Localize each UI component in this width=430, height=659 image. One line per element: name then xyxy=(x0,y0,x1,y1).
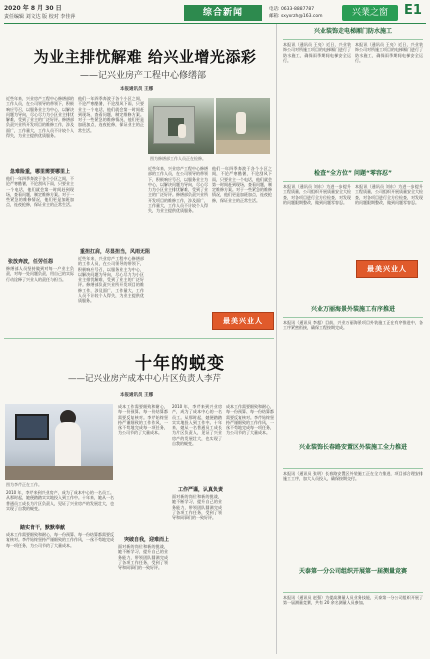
article1-body1: 近些年来，兴业房产工程中心修缮部的工作人员，在公司领导的带领下，积极响应号召，以服务业主为中心，以解决问题为导向，尽心尽力为小区业主排忧解难，受到了业主的广泛好评。修缮部负责兴业所开发项目的维修工作，涉及面广，工作量大，工作人员不计较个人得失，为业主提供优质服务。 xyxy=(6,96,74,139)
article2-body-col4: 成本工作需要细致和耐心，每一份预算、每一份结算都需要反复核对。李芹始终坚持严谨细致的工作作风，一丝不苟地完成每一项任务，为公司节约了大量成本。 xyxy=(226,404,274,436)
section-title: 综合新闻 xyxy=(184,5,262,21)
article2-body2: 成本工作需要细致和耐心，每一份预算、每一份结算都需要反复核对。李芹始终坚持严谨细致的工作作风，一丝不苟地完成每一项任务，为公司节约了大量成本。 xyxy=(6,532,114,548)
article1-photo-left xyxy=(148,98,214,154)
article1-sub3: 重担扛肩，尽显担当，风雨无阻 xyxy=(80,249,151,255)
article2-body-col2: 成本工作需要细致和耐心，每一份预算、每一份结算都需要反复核对。李芹始终坚持严谨细致的工作作风，一丝不苟地完成每一项任务，为公司节约了大量成本。 xyxy=(118,404,168,436)
article2-caption: 图为李芹正在工作。 xyxy=(6,482,42,487)
article1-sub1: 急难险重，哪里需要哪里上 xyxy=(10,169,71,175)
article1-body-col3: 近些年来，兴业房产工程中心修缮部的工作人员，在公司领导的带领下，积极响应号召，以服务业主为中心，以解决问题为导向，尽心尽力为小区业主排忧解难，受到了业主的广泛好评。修缮部负责兴业所开发项目的维修工作，涉及面广，工作量大，工作人员不计较个人得失，为业主提供优质服务。 xyxy=(148,166,208,214)
article1-body-col4: 他们一年四季奔波于各个小区之间，不论严寒酷暑，不论刮风下雨，只要业主一个电话，他们就会第一时间赶到现场，查看问题，制定维修方案。对于一些紧急的维修情况，他们更是加班加点，连夜抢修，保证业主的正常生活。 xyxy=(212,166,272,203)
email: 邮箱: sxyxrzh@163.com xyxy=(269,14,323,19)
right-body-3: 本报讯（通讯员 李超）目前，兴业万丽海景项目外装施工正在有序推进中，各工序紧密衔接，确保工程按期完成。 xyxy=(283,320,423,331)
article1-title: 为业主排忧解难 给兴业增光添彩 xyxy=(33,48,257,66)
article2-body-col3: 2010 年，李芹来到兴业房产，成为了成本中心的一名员工。从那时起，她便踏踏实实地投入到工作中。十年来，她从一名普通员工成长为片区负责人，见证了兴业房产的发展壮大，也实现了自我的蜕变。 xyxy=(172,404,222,447)
article2-subtitle: ——记兴业房产成本中心片区负责人李芹 xyxy=(68,374,222,384)
banner-best-people-1: 最美兴业人 xyxy=(212,312,274,330)
article2-title: 十年的蜕变 xyxy=(135,354,225,374)
editor-line: 责任编辑 刘文达 版 校对 李佳萍 xyxy=(4,14,76,20)
right-title-4: 兴业装饰长春路安置区外装施工全力推进 xyxy=(298,444,407,451)
right-body-1b: 本报讯（通讯员 王亮）近日，兴业装饰公司对所施工项目的电梯厢门进行了防水施工，确保雨季期间电梯安全运行。 xyxy=(355,42,423,63)
article2-sub1: 踏实肯干，默默奉献 xyxy=(20,525,66,531)
article2-body-col2b: 面对新的岗位和新的挑战，她不断学习，提升自己的业务能力，带领团队圆满完成了各项工作任务，受到了领导和同事们的一致好评。 xyxy=(118,544,168,571)
article1-caption: 图为修缮部工作人员正在检修。 xyxy=(150,156,206,161)
page-number: E1 xyxy=(404,3,422,18)
article1-byline: 本报通讯员 王娜 xyxy=(120,87,154,92)
article2-sub2: 突破自我，迎难而上 xyxy=(124,537,170,543)
right-rule-4 xyxy=(283,468,423,469)
header-meta xyxy=(4,5,75,21)
issue-date: 2020 年 8 月 30 日 xyxy=(4,5,62,12)
article1-body3: 修缮部人员坚持做到对每一户业主负责，对每一处问题负责，用自己的实际行动诠释了兴业人的责任与担当。 xyxy=(6,266,74,282)
article1-sub2: 张放奔波，任劳任怨 xyxy=(8,259,54,265)
right-title-5: 天泰第一分公司组织开展第一届测量竞赛 xyxy=(298,568,407,575)
article2-body1: 2010 年，李芹来到兴业房产，成为了成本中心的一名员工。从那时起，她便踏踏实实地投入到工作中。十年来，她从一名普通员工成长为片区负责人，见证了兴业房产的发展壮大，也实现了自我的蜕变。 xyxy=(6,490,114,511)
section-divider xyxy=(4,338,274,339)
article1-body3-col2: 近些年来，兴业房产工程中心修缮部的工作人员，在公司领导的带领下，积极响应号召，以服务业主为中心，以解决问题为导向，尽心尽力为小区业主排忧解难，受到了业主的广泛好评。修缮部负责兴业所开发项目的维修工作，涉及面广，工作量大，工作人员不计较个人得失，为业主提供优质服务。 xyxy=(78,256,144,304)
article2-body-col3b: 面对新的岗位和新的挑战，她不断学习，提升自己的业务能力，带领团队圆满完成了各项工作任务，受到了领导和同事们的一致好评。 xyxy=(172,494,222,521)
right-rule-5 xyxy=(283,592,423,593)
article1-photo-right xyxy=(216,98,270,154)
right-title-1: 兴业装饰走电梯厢门防水施工 xyxy=(313,28,392,35)
banner-best-people-2: 最美兴业人 xyxy=(356,260,418,278)
right-title-2: 检查“全方位” 问题“零容忍” xyxy=(314,170,392,177)
right-body-5: 本报讯（通讯员 赵强）为提高测量人员业务技能，天泰第一分公司组织开展了第一届测量竞赛，共有 20 余名测量人员参加。 xyxy=(283,595,423,606)
right-body-2b: 本报讯（通讯员 刘东）为进一步提升工程质量，公司组织开展质量安全大检查，对各项目进行全方位检查，对发现的问题限期整改，做到问题零容忍。 xyxy=(355,184,423,205)
article2-byline: 本报通讯员 王娜 xyxy=(120,393,154,398)
right-rule-2 xyxy=(283,181,423,182)
article1-body2: 他们一年四季奔波于各个小区之间，不论严寒酷暑，不论刮风下雨，只要业主一个电话，他们就会第一时间赶到现场，查看问题，制定维修方案。对于一些紧急的维修情况，他们更是加班加点，连夜抢修，保证业主的正常生活。 xyxy=(6,176,74,208)
header-rule xyxy=(4,23,426,24)
right-body-1a: 本报讯（通讯员 王亮）近日，兴业装饰公司对所施工项目的电梯厢门进行了防水施工，确保雨季期间电梯安全运行。 xyxy=(283,42,351,63)
paper-logo: 兴業之窗 xyxy=(342,5,398,21)
right-title-3: 兴业万丽海景外装施工有序推进 xyxy=(310,306,395,313)
article1-subtitle: ——记兴业房产工程中心修缮部 xyxy=(80,71,207,81)
contact-info xyxy=(269,6,322,20)
right-body-2a: 本报讯（通讯员 刘东）为进一步提升工程质量，公司组织开展质量安全大检查，对各项目进行全方位检查，对发现的问题限期整改，做到问题零容忍。 xyxy=(283,184,351,205)
article1-body1-col2: 他们一年四季奔波于各个小区之间，不论严寒酷暑，不论刮风下雨，只要业主一个电话，他们就会第一时间赶到现场，查看问题，制定维修方案。对于一些紧急的维修情况，他们更是加班加点，连夜抢修，保证业主的正常生活。 xyxy=(78,96,144,133)
article2-sub3: 工作严谨，认真负责 xyxy=(178,487,224,493)
column-divider xyxy=(276,24,277,654)
phone: 电话: 0633-8887787 xyxy=(269,7,315,12)
right-body-4: 本报讯（通讯员 张明）长春路安置区外装施工正在全力推进，项目部合理安排施工工序，加大人员投入，确保按期交付。 xyxy=(283,471,423,482)
right-rule-1 xyxy=(283,39,423,40)
article2-photo xyxy=(5,404,113,480)
right-rule-3 xyxy=(283,317,423,318)
